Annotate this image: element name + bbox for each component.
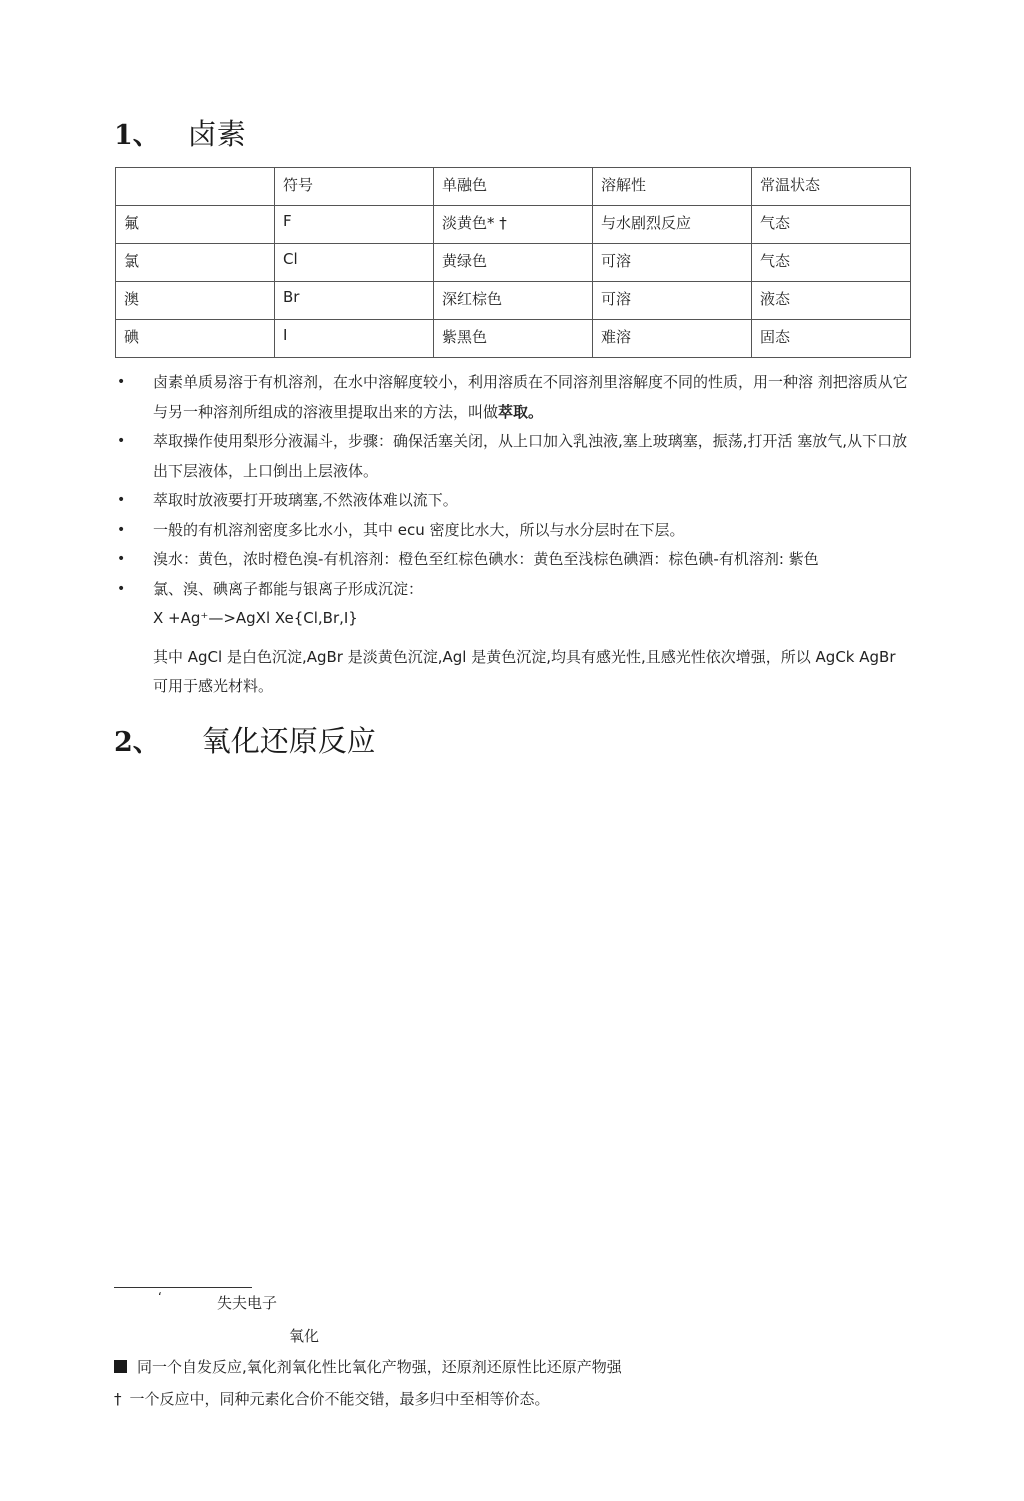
section-2-heading xyxy=(114,719,376,760)
footnote-1-text: 同一个自发反应,氧化剂氧化性比氧化产物强，还原剂还原性比还原产物强 xyxy=(137,1358,622,1376)
list-item-text: 萃取时放液要打开玻璃塞,不然液体难以流下。 xyxy=(153,491,458,509)
table-cell: 紫黑色 xyxy=(434,320,593,358)
table-header-cell: 溶解性 xyxy=(593,168,752,206)
list-item xyxy=(114,545,914,575)
table-cell: 氟 xyxy=(116,206,275,244)
table-cell: 气态 xyxy=(752,244,911,282)
table-row xyxy=(116,282,911,320)
table-cell: 深红棕色 xyxy=(434,282,593,320)
table-cell: Cl xyxy=(275,244,434,282)
section-title: 卤素 xyxy=(187,117,246,151)
list-item-text: 一般的有机溶剂密度多比水小，其中 ecu 密度比水大，所以与水分层时在下层。 xyxy=(153,520,685,539)
table-cell: Br xyxy=(275,282,434,320)
table-row xyxy=(116,320,911,358)
table-cell: 淡黄色* † xyxy=(434,206,593,244)
list-item xyxy=(114,516,914,546)
section-number: 1、 xyxy=(114,120,160,151)
square-bullet-icon xyxy=(114,1360,127,1373)
list-item-text: 氯、溴、碘离子都能与银离子形成沉淀： xyxy=(153,579,424,598)
footnote-mark: ‘ xyxy=(158,1290,162,1304)
bullet-icon: • xyxy=(117,492,126,508)
table-cell: 澳 xyxy=(116,282,275,320)
dagger-mark: † xyxy=(114,1390,122,1408)
list-item-text: 溴水：黄色，浓时橙色溴-有机溶剂：橙色至红棕色碘水：黄色至浅棕色碘酒：棕色碘-有机溶剂: 紫色 xyxy=(153,550,819,568)
table-cell: 氯 xyxy=(116,244,275,282)
section-number: 2、 xyxy=(114,727,160,758)
list-item xyxy=(114,368,914,427)
footnote-electron-loss: 失夫电子 xyxy=(217,1294,278,1312)
halogen-table xyxy=(115,167,911,358)
table-cell: 可溶 xyxy=(593,282,752,320)
footnote-2 xyxy=(114,1388,550,1409)
list-item-bold-term: 萃取。 xyxy=(498,402,544,421)
table-row xyxy=(116,244,911,282)
list-item xyxy=(114,427,914,486)
table-cell: 固态 xyxy=(752,320,911,358)
section-1-heading xyxy=(114,112,246,153)
precipitation-formula: X +Ag⁺—>AgXl Xe{Cl,Br,I} xyxy=(153,609,358,627)
table-header-row xyxy=(116,168,911,206)
list-item-text: 萃取操作使用梨形分液漏斗，步骤：确保活塞关闭，从上口加入乳浊液,塞上玻璃塞，振荡,打开活 塞放气,从下口放出下层液体，上口倒出上层液体。 xyxy=(153,432,908,480)
table-header-cell xyxy=(116,168,275,206)
table-cell: F xyxy=(275,206,434,244)
footnote-2-text: 一个反应中，同种元素化合价不能交错，最多归中至相等价态。 xyxy=(129,1390,550,1408)
table-cell: 可溶 xyxy=(593,244,752,282)
photosensitivity-note: 其中 AgCl 是白色沉淀,AgBr 是淡黄色沉淀,Agl 是黄色沉淀,均具有感光性,且感光性依次增强，所以 AgCk AgBr 可用于感光材料。 xyxy=(153,647,896,695)
table-cell: 液态 xyxy=(752,282,911,320)
table-cell: 碘 xyxy=(116,320,275,358)
list-item xyxy=(114,486,914,516)
list-item xyxy=(114,575,914,605)
table-row xyxy=(116,206,911,244)
table-cell: 气态 xyxy=(752,206,911,244)
section-title: 氧化还原反应 xyxy=(201,724,376,758)
table-header-cell: 常温状态 xyxy=(752,168,911,206)
table-cell: 与水剧烈反应 xyxy=(593,206,752,244)
bullet-icon: • xyxy=(117,433,126,449)
table-cell: 黄绿色 xyxy=(434,244,593,282)
bullet-icon: • xyxy=(117,374,126,390)
footnote-oxidation: 氧化 xyxy=(289,1327,320,1345)
table-header-cell: 单融色 xyxy=(434,168,593,206)
table-cell: I xyxy=(275,320,434,358)
table-cell: 难溶 xyxy=(593,320,752,358)
bullet-list xyxy=(114,368,914,702)
footnote-1 xyxy=(114,1356,622,1377)
bullet-icon: • xyxy=(117,551,126,567)
table-header-cell: 符号 xyxy=(275,168,434,206)
footnote-divider xyxy=(114,1287,252,1288)
bullet-icon: • xyxy=(117,580,126,597)
list-item-text: 卤素单质易溶于有机溶剂，在水中溶解度较小，利用溶质在不同溶剂里溶解度不同的性质，用一种溶 剂把溶质从它与另一种溶剂所组成的溶液里提取出来的方法，叫做 xyxy=(153,373,908,421)
bullet-icon: • xyxy=(117,521,126,538)
